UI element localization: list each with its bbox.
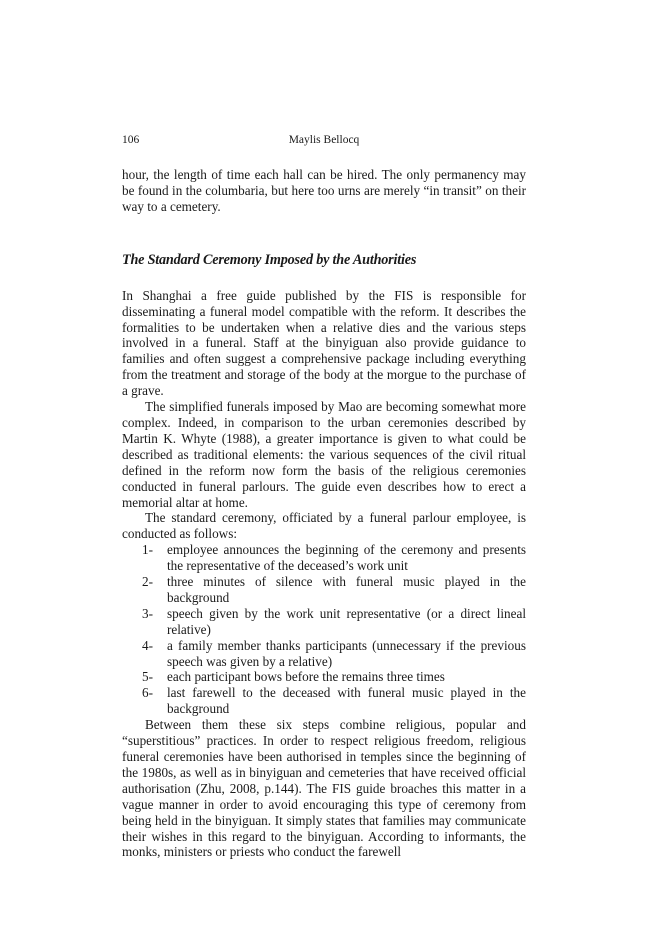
step-number: 6-	[142, 685, 153, 701]
step-text: a family member thanks participants (unnecessary if the previous speech was given by a relative)	[167, 637, 526, 669]
ceremony-steps-list	[122, 542, 526, 717]
running-head	[122, 130, 526, 148]
list-item	[122, 638, 526, 670]
list-item	[122, 542, 526, 574]
step-number: 5-	[142, 669, 153, 685]
step-number: 2-	[142, 574, 153, 590]
document-page	[122, 130, 526, 860]
step-number: 4-	[142, 637, 153, 653]
continuation-paragraph: hour, the length of time each hall can be hired. The only permanency may be found in the columbaria, but here too urns are merely “in transit” on their way to a cemetery.	[122, 167, 526, 214]
list-item	[122, 685, 526, 717]
step-number: 3-	[142, 605, 153, 621]
step-text: employee announces the beginning of the ceremony and presents the representative of the deceased’s work unit	[167, 542, 526, 574]
paragraph: The simplified funerals imposed by Mao are becoming somewhat more complex. Indeed, in comparison to the urban ceremonies described by Martin K. Whyte (1988), a greater importance is given to what could be described as traditional elements: the various sequences of the civil ritual defined in the reform now form the basis of the religious ceremonies conducted in funeral parlours. The guide even describes how to erect a memorial altar at home.	[122, 399, 526, 510]
paragraph: In Shanghai a free guide published by the FIS is responsible for disseminating a funeral model compatible with the reform. It describes the formalities to be undertaken when a relative dies and the various steps involved in a funeral. Staff at the binyiguan also provide guidance to families and often suggest a comprehensive package including everything from the treatment and storage of the body at the morgue to the purchase of a grave.	[122, 287, 526, 399]
paragraph: Between them these six steps combine religious, popular and “superstitious” practices. In order to respect religious freedom, religious funeral ceremonies have been authorised in temples since the beginning of the 1980s, as well as in binyiguan and cemeteries that have received official authorisation (Zhu, 2008, p.144). The FIS guide broaches this matter in a vague manner in order to avoid encouraging this type of ceremony from being held in the binyiguan. It simply states that families may communicate their wishes in this regard to the binyiguan. According to informants, the monks, ministers or priests who conduct the farewell	[122, 717, 526, 860]
running-title: Maylis Bellocq	[288, 134, 360, 146]
list-item	[122, 574, 526, 606]
step-text: each participant bows before the remains three times	[167, 669, 445, 685]
step-number: 1-	[142, 542, 153, 558]
step-text: speech given by the work unit representative (or a direct lineal relative)	[167, 605, 526, 637]
paragraph: The standard ceremony, officiated by a funeral parlour employee, is conducted as follows:	[122, 510, 526, 542]
page-number: 106	[122, 134, 140, 146]
section-heading: The Standard Ceremony Imposed by the Authorities	[122, 251, 417, 268]
body-text	[122, 167, 526, 860]
list-item	[122, 669, 526, 685]
step-text: last farewell to the deceased with funeral music played in the background	[167, 685, 526, 717]
list-item	[122, 606, 526, 638]
step-text: three minutes of silence with funeral music played in the background	[167, 574, 526, 605]
